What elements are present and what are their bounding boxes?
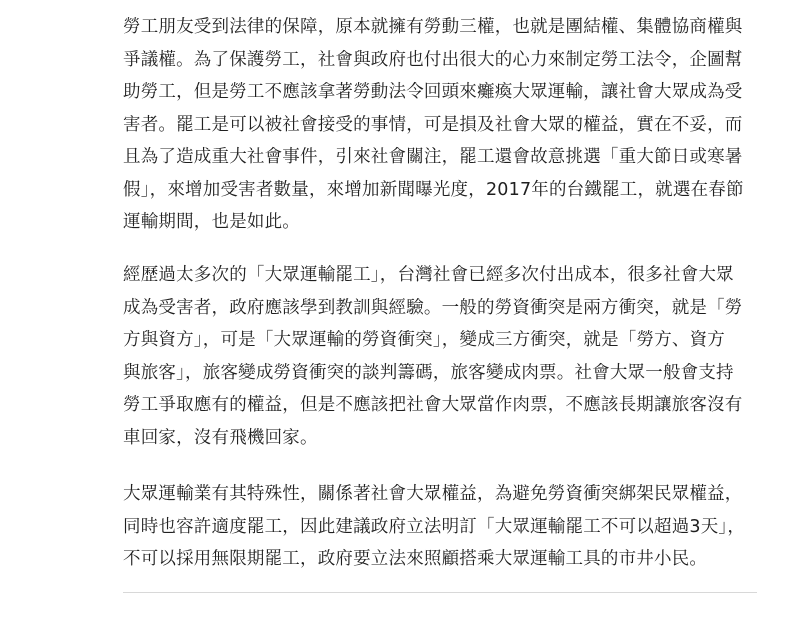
paragraph-1 <box>123 11 763 239</box>
paragraph-line: 同時也容許適度罷工，因此建議政府立法明訂「大眾運輸罷工不可以超過3天」， <box>123 516 746 537</box>
paragraph-line: 爭議權。為了保護勞工，社會與政府也付出很大的心力來制定勞工法令，企圖幫 <box>123 49 743 70</box>
paragraph-line: 與旅客」，旅客變成勞資衝突的談判籌碼，旅客變成肉票。社會大眾一般會支持 <box>123 362 734 383</box>
paragraph-3 <box>123 478 763 576</box>
paragraph-line: 助勞工，但是勞工不應該拿著勞動法令回頭來癱瘓大眾運輸，讓社會大眾成為受 <box>123 82 743 102</box>
paragraph-line: 勞工朋友受到法律的保障，原本就擁有勞動三權，也就是團結權、集體協商權與 <box>123 17 743 37</box>
paragraph-2 <box>123 259 763 454</box>
paragraph-line: 勞工爭取應有的權益，但是不應該把社會大眾當作肉票，不應該長期讓旅客沒有 <box>123 395 743 415</box>
paragraph-line: 經歷過太多次的「大眾運輸罷工」，台灣社會已經多次付出成本，很多社會大眾 <box>123 265 734 285</box>
paragraph-line: 假」，來增加受害者數量，來增加新聞曝光度，2017年的台鐵罷工，就選在春節 <box>123 179 744 200</box>
paragraph-line: 不可以採用無限期罷工，政府要立法來照顧搭乘大眾運輸工具的市井小民。 <box>123 549 708 569</box>
paragraph-line: 運輸期間，也是如此。 <box>123 212 300 232</box>
article-end-divider <box>123 592 757 593</box>
paragraph-line: 方與資方」，可是「大眾運輸的勞資衝突」，變成三方衝突，就是「勞方、資方 <box>123 330 725 350</box>
paragraph-line: 大眾運輸業有其特殊性，關係著社會大眾權益，為避免勞資衝突綁架民眾權益， <box>123 484 743 504</box>
paragraph-line: 且為了造成重大社會事件，引來社會關注，罷工還會故意挑選「重大節日或寒暑 <box>123 147 743 167</box>
paragraph-line: 成為受害者，政府應該學到教訓與經驗。一般的勞資衝突是兩方衝突，就是「勞 <box>123 297 743 318</box>
paragraph-line: 害者。罷工是可以被社會接受的事情，可是損及社會大眾的權益，實在不妥，而 <box>123 114 743 135</box>
paragraph-line: 車回家，沒有飛機回家。 <box>123 427 318 448</box>
